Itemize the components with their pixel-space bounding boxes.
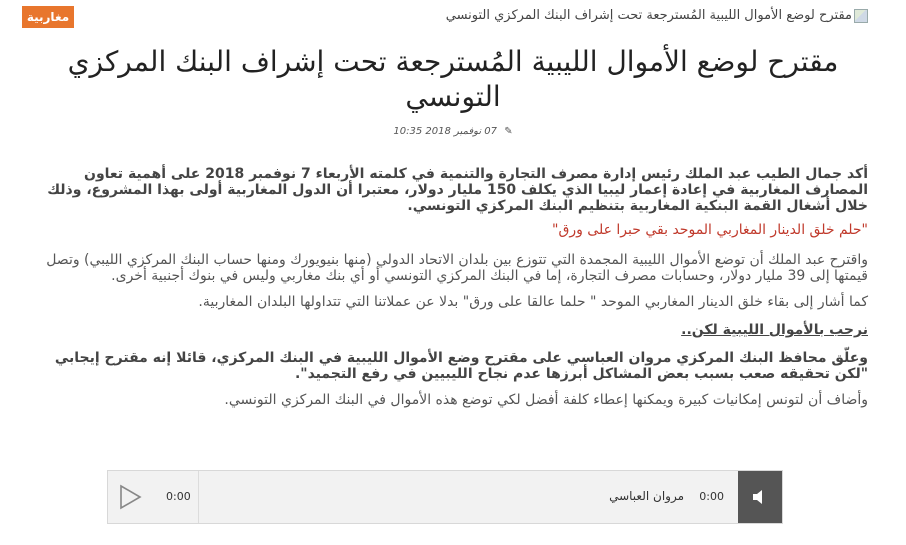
paragraph-conclusion: وأضاف أن لتونس إمكانيات كبيرة ويمكنها إعطاء كلفة أفضل لكي توضع هذه الأموال في البنك المركزي التونسي.	[224, 392, 868, 408]
header-image	[446, 8, 868, 23]
play-icon	[118, 484, 142, 510]
paragraph-governor: وعلّق محافظ البنك المركزي مروان العباسي على مقترح وضع الأموال الليبية في البنك المركزي، قائلا إنه مقترح إيجابي "لكن تحقيقه صعب بسبب بعض المشاكل أبرزها عدم نجاح الليبيين في رفع التجميد".	[54, 350, 868, 382]
audio-player	[107, 470, 783, 524]
category-badge[interactable]: مغاربية	[22, 6, 74, 28]
time-duration: 0:00	[166, 490, 191, 503]
play-button[interactable]	[116, 483, 144, 511]
header-image-alt: مقترح لوضع الأموال الليبية المُسترجعة تحت إشراف البنك المركزي التونسي	[445, 8, 852, 23]
paragraph-dinar: كما أشار إلى بقاء خلق الدينار المغاربي الموحد " حلما عالقا على ورق" بدلا عن عملاتنا التي تتداولها البلدان المغاربية.	[198, 294, 868, 310]
track-title: مروان العباسي	[609, 489, 684, 503]
paragraph-intro: أكد جمال الطيب عبد الملك رئيس إدارة مصرف التجارة والتنمية في كلمته الأربعاء 7 نوفمبر 2018 على أهمية تعاون المصارف المغاربية في إعادة إعمار ليبيا الذي يكلف 150 مليار دولار، معتبرا أن الدول المغاربية أولى بهذا المشروع، وذلك خلال أشغال القمة البنكية المغاربية بتنظيم البنك المركزي التونسي.	[47, 166, 868, 214]
article-meta	[0, 126, 906, 137]
article-body	[22, 166, 868, 408]
player-divider	[198, 471, 199, 523]
article-title: مقترح لوضع الأموال الليبية المُسترجعة تحت إشراف البنك المركزي التونسي	[67, 45, 839, 113]
pull-quote: "حلم خلق الدينار المغاربي الموحد بقي حبرا على ورق"	[552, 222, 868, 238]
time-current: 0:00	[699, 490, 724, 503]
volume-button[interactable]	[738, 471, 782, 523]
edit-icon: ✎	[504, 126, 513, 137]
section-subheading: نرحب بالأموال الليبية لكن..	[681, 322, 868, 338]
speaker-icon	[751, 488, 769, 506]
paragraph-proposal: واقترح عبد الملك أن توضع الأموال الليبية المجمدة التي تتوزع بين بلدان الاتحاد الدولي (منها بنيويورك ومنها حساب البنك المركزي الليبي) وتصل قيمتها إلى 39 مليار دولار، وحسابات مصرف التجارة، إما في البنك المركزي التونسي أو أي بنك مغاربي وليس في بنوك أجنبية أخرى.	[46, 252, 868, 284]
broken-image-icon	[854, 9, 868, 23]
article-date: 07 نوفمبر 2018 10:35	[393, 126, 498, 137]
